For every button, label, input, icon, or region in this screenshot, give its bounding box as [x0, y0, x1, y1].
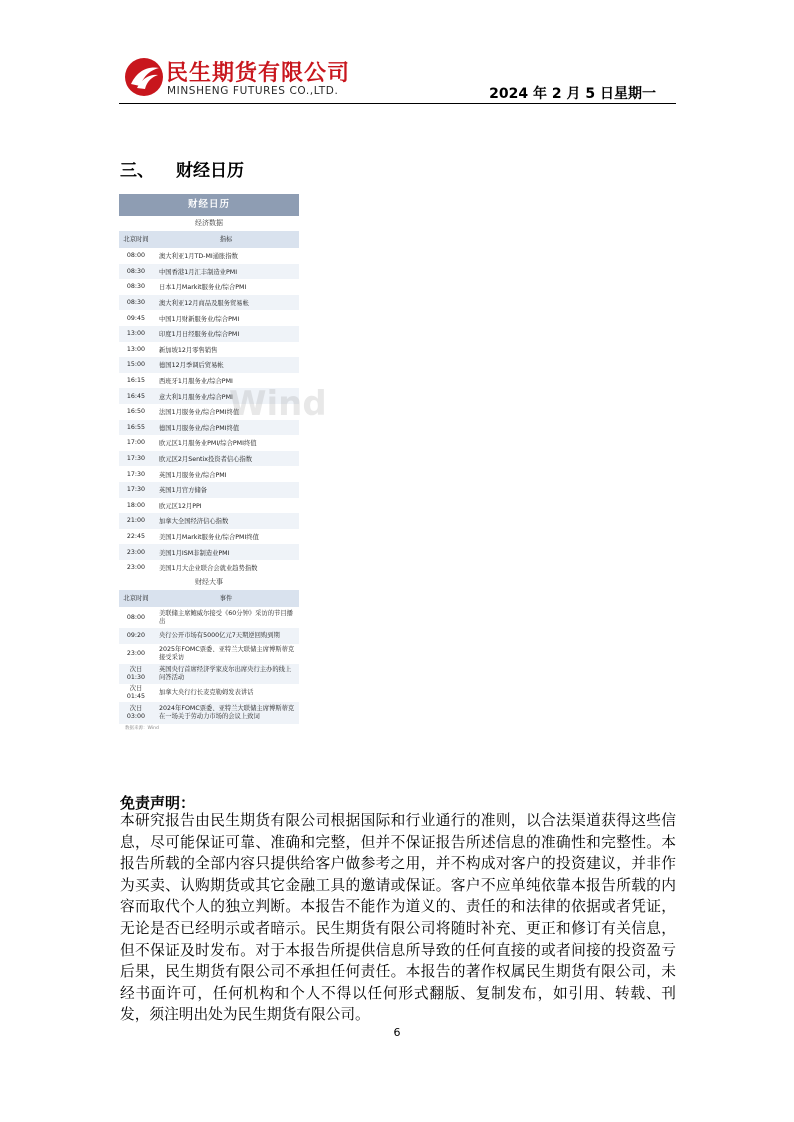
econ-data-subtitle: 经济数据: [195, 219, 223, 227]
event-item: 央行公开市场有5000亿元7天期逆回购到期: [159, 632, 280, 640]
econ-item: 中国香港1月汇丰制造业PMI: [159, 268, 238, 276]
econ-item: 美国1月Markit服务业/综合PMI终值: [159, 533, 259, 541]
econ-item: 美国1月大企业联合会就业趋势指数: [159, 565, 258, 573]
econ-time: 16:45: [126, 392, 146, 400]
disclaimer-title: 免责声明：: [120, 794, 196, 812]
event-time: 08:00: [126, 613, 146, 621]
event-row: [119, 684, 299, 702]
event-row: [119, 664, 299, 684]
econ-row: [119, 310, 299, 326]
econ-time: 16:55: [126, 423, 146, 431]
event-rows: [119, 607, 299, 724]
econ-time: 17:00: [126, 439, 146, 447]
page-number: 6: [393, 1026, 401, 1039]
events-subtitle: 财经大事: [195, 578, 223, 587]
econ-row: [119, 482, 299, 498]
finance-calendar-table: [119, 194, 327, 734]
econ-time: 13:00: [126, 345, 146, 353]
report-date: 2024 年 2 月 5 日星期一: [489, 86, 656, 102]
indicator-column-header: 指标: [219, 236, 233, 243]
econ-item: 德国12月季调后贸易帐: [159, 362, 224, 370]
event-time-column-header: 北京时间: [123, 595, 149, 603]
event-item: 加拿大央行行长麦克勒姆发表讲话: [159, 689, 254, 697]
econ-row: [119, 248, 299, 264]
econ-item: 加拿大全国经济信心指数: [159, 518, 229, 526]
econ-time: 15:00: [126, 361, 146, 369]
econ-time: 17:30: [126, 470, 146, 478]
header-divider: [119, 103, 676, 104]
company-logo: [124, 56, 364, 100]
event-row: [119, 702, 299, 724]
econ-row: [119, 279, 299, 295]
econ-row: [119, 295, 299, 311]
company-name-cn: 民生期货有限公司: [166, 61, 351, 86]
econ-row: [119, 451, 299, 467]
econ-row: [119, 264, 299, 280]
event-item: 2025年FOMC票委、亚特兰大联储主席博斯蒂克接受采访: [159, 646, 295, 662]
econ-time: 17:30: [126, 455, 146, 463]
econ-time: 21:00: [126, 517, 146, 525]
econ-row: [119, 529, 299, 545]
econ-item: 日本1月Markit服务业/综合PMI: [159, 284, 247, 292]
econ-time: 18:00: [126, 501, 146, 509]
econ-time: 16:15: [126, 377, 146, 385]
disclaimer-body: 本研究报告由民生期货有限公司根据国际和行业通行的准则，以合法渠道获得这些信息，尽可能保证可靠、准确和完整，但并不保证报告所述信息的准确性和完整性。本报告所载的全部内容只提供给客户做参考之用，并不构成对客户的投资建议，并非作为买卖、认购期货或其它金融工具的邀请或保证。客户不应单纯依靠本报告所载的内容而取代个人的独立判断。本报告不能作为道义的、责任的和法律的依据或者凭证，无论是否已经明示或者暗示。民生期货有限公司将随时补充、更正和修订有关信息，但不保证及时发布。对于本报告所提供信息所导致的任何直接的或者间接的投资盈亏后果，民生期货有限公司不承担任何责任。本报告的著作权属民生期货有限公司，未经书面许可，任何机构和个人不得以任何形式翻版、复制发布，如引用、转载、刊发，须注明出处为民生期货有限公司。: [120, 812, 676, 1024]
econ-item: 欧元区2月Sentix投资者信心指数: [159, 456, 253, 464]
event-time: 09:20: [126, 632, 146, 640]
econ-row: [119, 544, 299, 560]
event-time: 次日 01:45: [126, 685, 146, 701]
econ-time: 23:00: [126, 548, 146, 556]
econ-item: 美国1月ISM非制造业PMI: [159, 549, 230, 557]
econ-item: 西班牙1月服务业/综合PMI: [159, 378, 233, 386]
event-row: [119, 628, 299, 644]
econ-item: 澳大利亚1月TD-MI通胀指数: [159, 253, 238, 261]
event-item: 2024年FOMC票委、亚特兰大联储主席博斯蒂克在一场关于劳动力市场的会议上致词: [159, 705, 295, 721]
econ-time: 08:30: [126, 299, 146, 307]
econ-time: 08:00: [126, 252, 146, 260]
events-header-row: [119, 590, 299, 607]
econ-row: [119, 357, 299, 373]
econ-row: [119, 342, 299, 358]
econ-time: 16:50: [126, 408, 146, 416]
time-column-header: 北京时间: [123, 236, 149, 243]
econ-row: [119, 498, 299, 514]
econ-item: 英国1月服务业/综合PMI: [159, 471, 227, 479]
event-time: 次日 01:30: [126, 666, 146, 682]
econ-time: 09:45: [126, 314, 146, 322]
econ-time: 13:00: [126, 330, 146, 338]
event-time: 23:00: [126, 650, 146, 658]
calendar-title: 财经日历: [119, 194, 299, 216]
econ-header-row: [119, 231, 299, 248]
event-column-header: 事件: [219, 595, 233, 603]
section-title-text: 财经日历: [176, 161, 244, 181]
econ-row: [119, 326, 299, 342]
econ-time: 08:30: [126, 283, 146, 291]
econ-item: 欧元区12月PPI: [159, 502, 202, 510]
section-title: [120, 156, 244, 181]
econ-time: 23:00: [126, 564, 146, 572]
econ-item: 欧元区1月服务业PMI/综合PMI终值: [159, 440, 257, 448]
econ-item: 澳大利亚12月商品及服务贸易帐: [159, 300, 249, 308]
econ-row: [119, 560, 299, 576]
econ-item: 印度1月日经服务业/综合PMI: [159, 331, 240, 339]
econ-item: 法国1月服务业/综合PMI终值: [159, 409, 240, 417]
event-time: 次日 03:00: [126, 705, 146, 721]
econ-item: 英国1月官方储备: [159, 487, 208, 495]
econ-item: 中国1月财新服务业/综合PMI: [159, 315, 240, 323]
econ-time: 08:30: [126, 267, 146, 275]
event-row: [119, 607, 299, 628]
event-item: 英国央行首席经济学家皮尔出席央行主办的线上问答活动: [159, 666, 292, 682]
event-row: [119, 644, 299, 664]
data-source: 数据来源：Wind: [125, 726, 159, 732]
event-item: 美联储主席鲍威尔接受《60分钟》采访的节目播出: [159, 609, 293, 625]
section-number: 三、: [120, 161, 154, 181]
watermark: Wind: [229, 384, 327, 424]
company-logo-icon: [124, 57, 164, 97]
econ-item: 新加坡12月零售销售: [159, 346, 218, 354]
econ-item: 德国1月服务业/综合PMI终值: [159, 424, 240, 432]
company-name-en: MINSHENG FUTURES CO.,LTD.: [167, 85, 339, 97]
econ-time: 22:45: [126, 532, 146, 540]
econ-time: 17:30: [126, 486, 146, 494]
econ-row: [119, 435, 299, 451]
econ-row: [119, 466, 299, 482]
econ-row: [119, 513, 299, 529]
econ-item: 意大利1月服务业/综合PMI: [159, 393, 233, 401]
